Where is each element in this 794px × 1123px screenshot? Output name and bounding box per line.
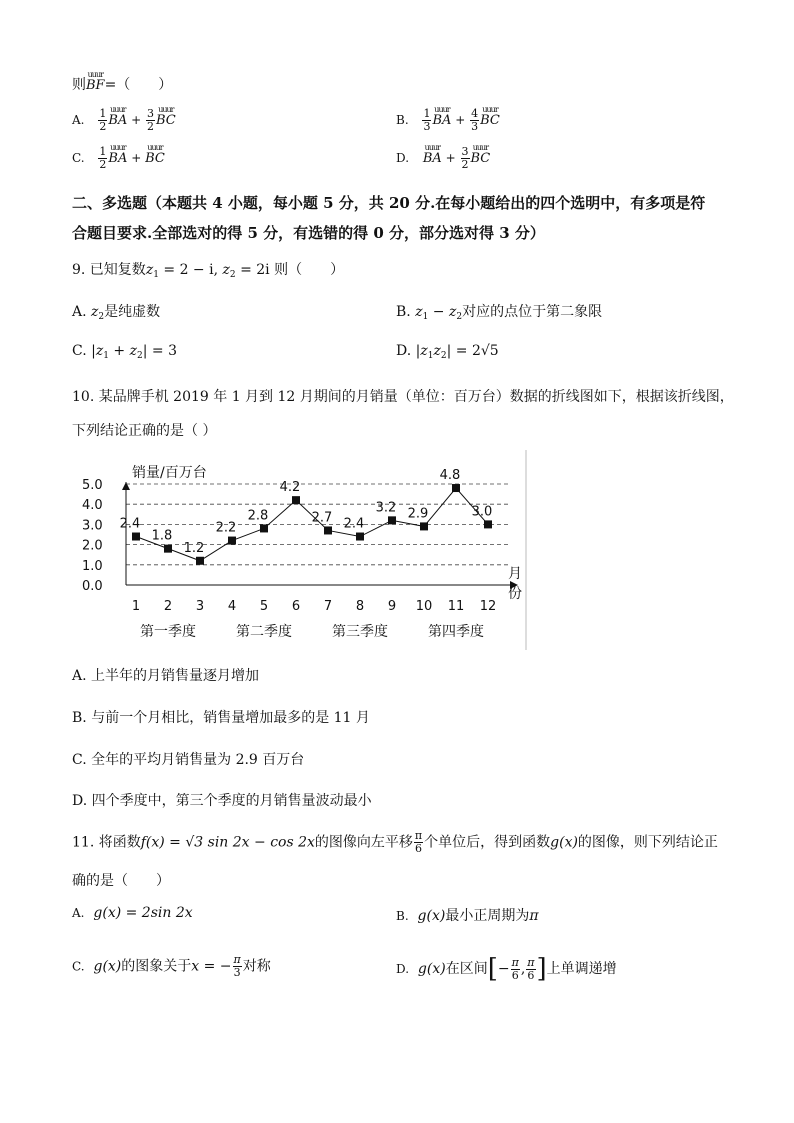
q9-option-b: B. $z_1 - z_2$对应的点位于第二象限 <box>396 304 603 322</box>
data-label: 4.2 <box>279 480 301 496</box>
q9-option-a: A. $z_2$是纯虚数 <box>72 304 161 322</box>
q11-option-d: D. g(x)在区间[− $\frac{\pi}{6}$ , $\frac{\pi}{6}$ ]上单调递增 <box>396 954 617 984</box>
x-tick-label: 3 <box>195 599 205 614</box>
q8-option-c: C. $\frac{1}{2}$ uuur BA + uuur BC <box>72 143 165 171</box>
data-point <box>196 557 204 565</box>
x-tick-label: 4 <box>227 599 237 614</box>
data-label: 2.4 <box>343 516 365 532</box>
data-point <box>388 516 396 524</box>
q8-stem: 则 uuur BF=（ ） <box>72 70 173 93</box>
q10-option-a: A. 上半年的月销售量逐月增加 <box>72 668 260 684</box>
x-axis-label-1: 月 <box>508 566 522 582</box>
y-axis-label: 销量/百万台 <box>132 465 207 481</box>
section-heading-line1: 二、多选题（本题共 4 小题，每小题 5 分，共 20 分.在每小题给出的四个选明中，有多项是符 <box>72 194 706 212</box>
q8-option-d: D. uuur BA + $\frac{3}{2}$ uuur BC <box>396 143 491 171</box>
q11-option-b: B. g(x)最小正周期为π <box>396 908 539 924</box>
data-label: 3.0 <box>471 504 493 520</box>
data-point <box>356 533 364 541</box>
data-label: 2.4 <box>119 516 141 532</box>
y-tick-label: 1.0 <box>82 558 103 574</box>
x-tick-label: 10 <box>415 599 433 614</box>
data-label: 2.2 <box>215 520 237 536</box>
data-label: 2.8 <box>247 508 269 524</box>
y-tick-label: 0.0 <box>82 579 103 594</box>
data-point <box>452 484 460 492</box>
q8-option-a: A. $\frac{1}{2}$ uuur BA + $\frac{3}{2}$ uuur BC <box>72 105 176 133</box>
data-label: 1.2 <box>183 540 205 556</box>
x-axis-label-2: 份 <box>508 586 522 602</box>
q9-stem: 9. 已知复数$z_1 = 2 - i$, $z_2 = 2i$ 则（ ） <box>72 262 345 280</box>
quarter-label: 第三季度 <box>332 624 388 640</box>
x-tick-label: 6 <box>291 599 301 614</box>
q9-option-c: C. $|z_1 + z_2| = 3$ <box>72 343 177 361</box>
q11-option-a: A. g(x) = 2sin 2x <box>72 905 193 921</box>
q10-option-b: B. 与前一个月相比，销售量增加最多的是 11 月 <box>72 710 370 726</box>
data-point <box>324 526 332 534</box>
quarter-labels <box>140 623 484 640</box>
q11-stem-line1: 11. 将函数f(x) = √3 sin 2x − cos 2x的图像向左平移 $\frac{\pi}{6}$ 个单位后，得到函数g(x)的图像，则下列结论正 <box>72 829 718 855</box>
x-tick-label: 2 <box>163 599 173 614</box>
y-axis-arrow <box>122 482 130 490</box>
q10-stem-line2: 下列结论正确的是（ ） <box>72 423 217 439</box>
q9-option-d: D. $|z_1z_2| = 2√5$ <box>396 343 499 361</box>
y-tick-labels <box>82 478 103 594</box>
function-f: f(x) = √3 sin 2x − cos 2x <box>140 834 315 851</box>
data-point <box>228 537 236 545</box>
data-label: 1.8 <box>151 528 173 544</box>
data-label: 3.2 <box>375 500 397 516</box>
x-tick-label: 12 <box>479 599 497 614</box>
y-tick-label: 5.0 <box>82 478 103 493</box>
x-tick-label: 1 <box>131 599 141 614</box>
y-tick-label: 2.0 <box>82 538 103 554</box>
y-tick-label: 4.0 <box>82 498 103 514</box>
q10-option-d: D. 四个季度中，第三个季度的月销售量波动最小 <box>72 793 372 809</box>
section-heading-line2: 合题目要求.全部选对的得 5 分，有选错的得 0 分，部分选对得 3 分） <box>72 224 545 242</box>
data-label: 2.7 <box>311 510 333 526</box>
data-label: 2.9 <box>407 506 429 522</box>
data-point <box>132 533 140 541</box>
data-point <box>260 524 268 532</box>
data-point <box>484 520 492 528</box>
data-point <box>420 522 428 530</box>
q11-option-c: C. g(x)的图象关于x = − $\frac{\pi}{3}$ 对称 <box>72 953 271 979</box>
q8-option-b: B. $\frac{1}{3}$ uuur BA + $\frac{4}{3}$ uuur BC <box>396 105 500 133</box>
q11-stem-line2: 确的是（ ） <box>72 873 170 889</box>
x-tick-label: 9 <box>387 599 397 614</box>
quarter-label: 第一季度 <box>140 624 196 640</box>
data-label: 4.8 <box>439 468 461 484</box>
x-tick-label: 8 <box>355 599 365 614</box>
data-point <box>292 496 300 504</box>
q10-option-c: C. 全年的平均月销售量为 2.9 百万台 <box>72 752 305 768</box>
x-tick-label: 11 <box>447 599 465 614</box>
x-tick-label: 5 <box>259 599 269 614</box>
q10-stem-line1: 10. 某品牌手机 2019 年 1 月到 12 月期间的月销量（单位：百万台）数据的折线图如下，根据该折线图， <box>72 389 734 405</box>
x-tick-label: 7 <box>323 599 333 614</box>
quarter-label: 第四季度 <box>428 624 484 640</box>
monthly-sales-chart <box>80 448 530 652</box>
vector-bf: uuur BF <box>86 70 105 93</box>
y-tick-label: 3.0 <box>82 518 103 534</box>
quarter-label: 第二季度 <box>236 624 292 640</box>
x-tick-labels <box>132 599 496 614</box>
data-point <box>164 545 172 553</box>
